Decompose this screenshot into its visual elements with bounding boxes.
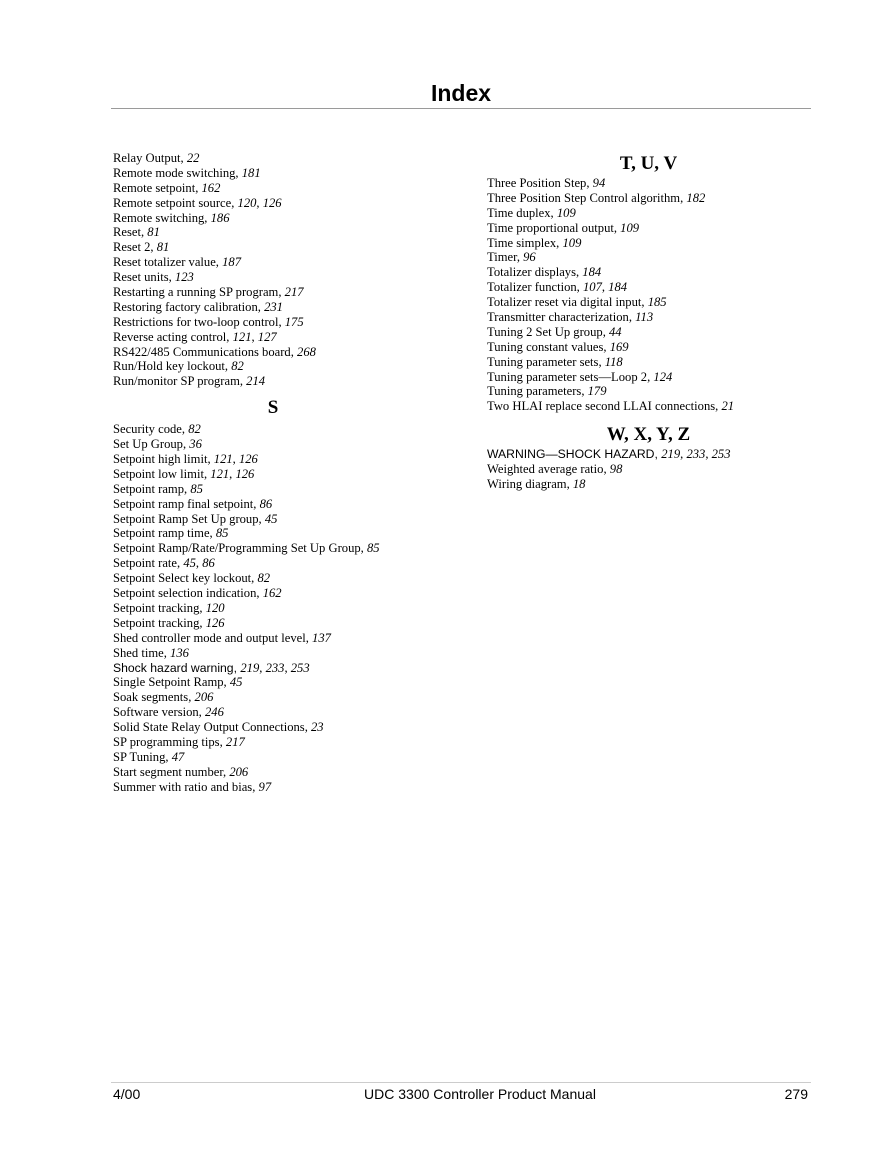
page-reference: 86 [202,556,215,571]
page-reference: 118 [604,354,623,369]
page-reference: 44 [609,324,622,339]
index-term: Time simplex, [487,235,563,250]
index-entry [113,211,433,226]
index-term: Reset, [113,225,148,240]
index-column-right [487,151,817,492]
page-reference: 124 [653,369,673,384]
index-entry [487,265,817,280]
index-entry [487,176,817,191]
index-group-r [113,151,433,389]
index-term: Setpoint selection indication, [113,586,263,601]
index-entry [113,467,433,482]
index-term: Setpoint high limit, [113,452,214,467]
title-divider [111,108,811,109]
index-term: SP programming tips, [113,734,226,749]
page-reference: 181 [241,165,261,180]
index-entry [487,310,817,325]
index-entry [487,250,817,265]
index-term: Setpoint low limit, [113,466,211,481]
page-reference: 126 [238,452,258,467]
section-heading-tuv: T, U, V [619,153,678,174]
section-heading-s: S [267,397,279,419]
page-reference: 96 [523,250,536,265]
index-term: Timer, [487,250,524,265]
index-term: Summer with ratio and bias, [113,779,259,794]
index-term: Relay Output, [113,151,187,165]
index-entry [113,661,433,676]
index-term: Shed controller mode and output level, [113,630,313,645]
index-entry [113,541,433,556]
index-entry [487,340,817,355]
index-term: Weighted average ratio, [487,462,610,477]
index-entry [113,181,433,196]
index-term: SP Tuning, [113,749,172,764]
page-separator: , [256,195,263,210]
index-term: Reset totalizer value, [113,255,223,270]
page-reference: 22 [186,151,200,165]
index-term: Tuning parameter sets—Loop 2, [487,369,654,384]
page-reference: 217 [284,285,304,300]
index-term: Remote mode switching, [113,165,242,180]
index-term: Reset units, [113,270,175,285]
page-separator: , [195,556,203,571]
section-heading-wxyz: W, X, Y, Z [606,424,691,446]
page-reference: 184 [582,265,602,280]
page-title: Index [430,80,492,106]
page-reference: 217 [225,734,245,749]
page-reference: 21 [721,399,735,414]
page-reference: 109 [556,205,576,220]
index-entry [113,765,433,780]
index-entry [487,447,817,462]
page-reference: 123 [174,270,194,285]
index-term: Software version, [113,705,205,720]
page-reference: 185 [647,295,667,310]
index-term: Time proportional output, [487,220,621,235]
index-entry [113,166,433,181]
index-entry [487,280,817,295]
index-entry [487,355,817,370]
index-term: Time duplex, [487,205,557,220]
index-term: Wiring diagram, [487,477,573,492]
index-term: Shed time, [113,645,171,660]
page-reference: 268 [297,344,316,359]
index-entry [487,221,817,236]
index-entry [113,586,433,601]
index-term: Totalizer reset via digital input, [487,295,648,310]
index-term: WARNING—SHOCK HAZARD, [487,447,662,462]
index-entry [113,571,433,586]
index-term: Setpoint Ramp Set Up group, [113,511,265,526]
index-entry [487,399,817,414]
page-separator: , [601,280,609,295]
page-reference: 107 [582,280,602,295]
page-reference: 23 [311,720,324,735]
page-reference: 187 [222,255,241,270]
index-entry [113,240,433,255]
page-reference: 45 [229,675,243,690]
index-entry [487,462,817,477]
page-reference: 206 [229,764,249,779]
page-reference: 109 [562,235,582,250]
index-entry [487,295,817,310]
index-entry [113,330,433,345]
index-group-wxyz [487,447,817,492]
page-reference: 206 [194,690,214,705]
page-reference: 82 [257,571,271,586]
index-entry [113,359,433,374]
page-separator: , [251,329,258,344]
index-entry [487,206,817,221]
page-reference: 45 [183,556,196,571]
index-entry [113,452,433,467]
index-term: Tuning parameters, [487,384,588,399]
index-term: Tuning parameter sets, [487,354,605,369]
index-entry [113,285,433,300]
index-column-left [113,151,433,795]
page-reference: 121 [232,329,252,344]
index-term: Tuning 2 Set Up group, [487,324,609,339]
page-reference: 233 [686,447,706,462]
page-reference: 127 [257,329,277,344]
index-term: Transmitter characterization, [487,310,636,325]
footer-manual-title: UDC 3300 Controller Product Manual [364,1086,596,1102]
index-term: Totalizer displays, [487,265,583,280]
index-entry [113,690,433,705]
page-separator: , [680,447,687,462]
index-entry [113,482,433,497]
page-reference: 186 [210,210,230,225]
index-group-s [113,422,433,794]
page-reference: 175 [284,314,304,329]
index-entry [487,191,817,206]
index-term: Setpoint ramp, [113,481,191,496]
index-entry [113,315,433,330]
page-reference: 94 [592,176,606,190]
index-term: Restrictions for two-loop control, [113,314,285,329]
index-term: Setpoint Select key lockout, [113,571,258,586]
index-entry [113,780,433,795]
page-reference: 126 [205,615,225,630]
index-entry [113,255,433,270]
index-term: Run/Hold key lockout, [113,359,232,374]
page-reference: 219 [240,660,260,675]
page-reference: 36 [189,437,202,452]
index-term: Setpoint Ramp/Rate/Programming Set Up Group, [113,541,367,556]
index-term: Two HLAI replace second LLAI connections, [487,399,722,414]
index-entry [113,705,433,720]
page-reference: 179 [587,384,607,399]
page-reference: 18 [572,477,586,492]
page-separator: , [705,447,712,462]
page-reference: 81 [147,225,160,240]
index-entry [113,225,433,240]
index-term: Shock hazard warning, [113,660,241,675]
index-term: Restoring factory calibration, [113,299,265,314]
page-reference: 169 [609,339,629,354]
index-entry [113,646,433,661]
page-reference: 121 [213,452,233,467]
page-reference: 121 [210,466,230,481]
page-reference: 219 [661,447,681,462]
page-reference: 81 [156,240,170,255]
index-term: Totalizer function, [487,280,583,295]
index-term: Remote setpoint, [113,180,202,195]
page-separator: , [284,660,291,675]
footer-page-number: 279 [784,1086,808,1102]
index-term: Soak segments, [113,690,195,705]
page-reference: 86 [259,496,273,511]
page-reference: 162 [201,180,221,195]
page-reference: 231 [264,299,283,314]
page-reference: 120 [237,195,257,210]
page-reference: 82 [231,359,244,374]
page-separator: , [259,660,266,675]
index-term: Security code, [113,422,189,437]
index-term: Single Setpoint Ramp, [113,675,230,690]
index-entry [113,374,433,389]
page-reference: 85 [366,541,380,556]
index-term: Setpoint ramp final setpoint, [113,496,260,511]
page-reference: 98 [609,462,623,477]
index-entry [113,270,433,285]
page-reference: 182 [686,190,706,205]
page-reference: 246 [204,705,224,720]
page-reference: 162 [262,586,282,601]
index-entry [113,675,433,690]
index-term: Remote switching, [113,210,211,225]
index-term: Reset 2, [113,240,157,255]
index-entry [113,616,433,631]
index-term: Setpoint ramp time, [113,526,216,541]
index-entry [113,345,433,360]
footer-divider [111,1082,811,1083]
page-reference: 253 [290,660,310,675]
page-reference: 126 [235,466,255,481]
page-reference: 233 [265,660,285,675]
index-term: Start segment number, [113,764,230,779]
index-entry [113,196,433,211]
index-term: Setpoint rate, [113,556,184,571]
index-entry [487,370,817,385]
index-group-tuv [487,176,817,414]
index-entry [113,556,433,571]
index-entry [113,720,433,735]
page-reference: 113 [635,310,654,325]
page-reference: 214 [246,374,266,389]
index-entry [113,526,433,541]
index-entry [487,236,817,251]
index-term: Solid State Relay Output Connections, [113,720,311,735]
index-term: Tuning constant values, [487,339,610,354]
page-reference: 109 [620,220,640,235]
index-entry [113,151,433,166]
index-entry [487,477,817,492]
index-entry [113,497,433,512]
page-reference: 97 [258,779,272,794]
index-entry [113,735,433,750]
page-separator: , [229,466,236,481]
page-reference: 184 [608,280,628,295]
index-term: Three Position Step Control algorithm, [487,190,687,205]
index-term: Setpoint tracking, [113,615,206,630]
index-term: Set Up Group, [113,437,190,452]
page-reference: 45 [264,511,278,526]
index-term: Restarting a running SP program, [113,285,285,300]
footer-date: 4/00 [113,1086,141,1102]
index-term: Setpoint tracking, [113,600,206,615]
page-separator: , [232,452,239,467]
page-reference: 85 [215,526,229,541]
index-term: RS422/485 Communications board, [113,344,298,359]
index-entry [113,750,433,765]
page-reference: 137 [312,630,331,645]
index-entry [113,300,433,315]
index-entry [487,384,817,399]
index-term: Remote setpoint source, [113,195,238,210]
index-entry [113,631,433,646]
index-entry [487,325,817,340]
page-reference: 253 [711,447,731,462]
page-reference: 136 [170,645,189,660]
page-reference: 120 [205,600,225,615]
page-reference: 82 [188,422,201,437]
page-reference: 85 [190,481,203,496]
index-term: Three Position Step, [487,176,593,190]
index-entry [113,512,433,527]
index-entry [113,601,433,616]
page-reference: 126 [262,195,282,210]
index-entry [113,422,433,437]
index-term: Run/monitor SP program, [113,374,247,389]
index-entry [113,437,433,452]
page-reference: 47 [171,749,185,764]
index-term: Reverse acting control, [113,329,233,344]
